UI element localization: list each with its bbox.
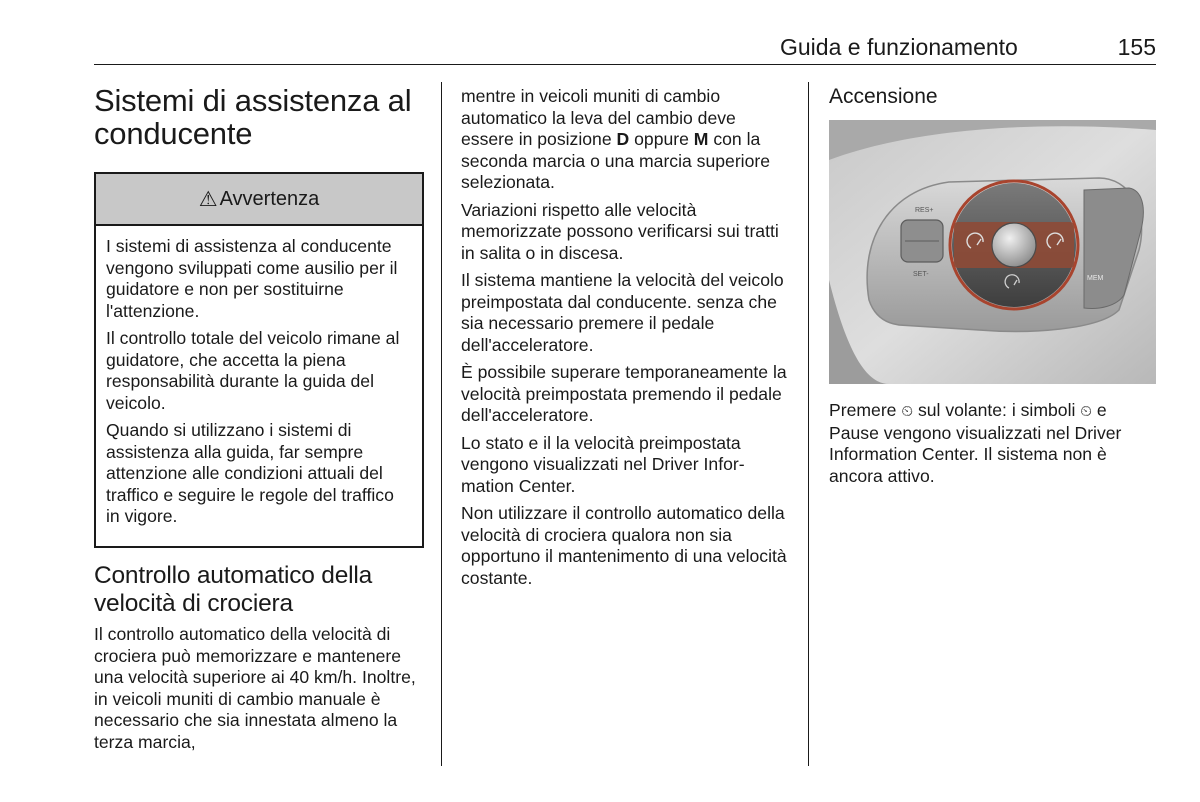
chapter-heading: Sistemi di assistenza al conducente [94, 83, 412, 151]
warning-triangle-icon: ⚠ [198, 187, 218, 211]
body-paragraph: È possibile superare temporaneamente la velocità preimpostata premendo il pedale dell'acceleratore. [461, 362, 787, 425]
subsection-heading: Accensione [829, 85, 938, 108]
section-title: Guida e funzionamento [780, 34, 1018, 60]
body-paragraph: Variazioni rispetto alle velocità memorizzate possono verificarsi sui tratti in salita o in discesa. [461, 199, 779, 263]
body-paragraph: Non utilizzare il controllo automatico della velocità di crociera qualora non sia opportuno il mantenimento di una velocità costante. [461, 503, 787, 588]
text-run: e Pause vengono visualizzati nel Driver Information Center. Il sistema non è ancora attivo. [829, 400, 1122, 486]
warning-paragraph: Il controllo totale del veicolo rimane al guidatore, che accetta la piena responsabilità durante la guida del veicolo. [106, 328, 400, 413]
page-number: 155 [1117, 34, 1156, 60]
center-knob [992, 223, 1036, 267]
text-run: mentre in veicoli muniti di cambio automatico la leva del cambio deve essere in posizione [461, 86, 736, 149]
gear-m-label: M [693, 129, 709, 149]
res-label: RES+ [915, 207, 934, 214]
section-heading: Controllo automatico della velocità di crociera [94, 562, 373, 617]
column-divider [808, 82, 809, 766]
mem-label: MEM [1087, 275, 1104, 282]
warning-paragraph: Quando si utilizzano i sistemi di assistenza alla guida, far sempre attenzione alle condizioni attuali del traffico e seguire le regole del traffico in vigore. [106, 420, 394, 526]
text-run: sul volante: i simboli [913, 400, 1081, 420]
warning-title: Avvertenza [219, 187, 320, 210]
warning-body [96, 226, 422, 528]
body-paragraph: Lo stato e il la velocità preimpostata vengono visualizzati nel Driver Information Center. [461, 432, 745, 496]
column-2-text [461, 86, 791, 589]
steering-wheel-controls-image [829, 120, 1156, 384]
gear-d-label: D [616, 129, 630, 149]
set-label: SET- [913, 271, 929, 278]
text-run: oppure [629, 129, 694, 149]
column-3-text [829, 400, 1159, 487]
column-divider [441, 82, 442, 766]
header-rule [94, 64, 1156, 65]
body-paragraph: Il sistema mantiene la velocità del veicolo preimpostata dal conducente. senza che sia necessario premere il pedale dell'acceleratore. [461, 270, 784, 355]
warning-box [94, 172, 424, 548]
body-paragraph [829, 400, 1159, 487]
warning-header [96, 174, 422, 226]
column-1-text [94, 624, 424, 753]
body-paragraph [461, 86, 791, 194]
cruise-control-icon: ⏲ [901, 403, 914, 420]
warning-paragraph: I sistemi di assistenza al conducente vengono sviluppati come ausilio per il guidatore e non per sostituirne l'attenzione. [106, 236, 398, 321]
cruise-control-icon: ⏲ [1080, 403, 1092, 420]
text-run: Premere [829, 400, 902, 420]
body-paragraph: Il controllo automatico della velocità di crociera può memorizzare e mantenere una velocità superiore ai 40 km/h. Inoltre, in veicoli muniti di cambio manuale è necessario che sia innestata almeno la terza marcia, [94, 624, 416, 752]
text-run: con la seconda marcia o una marcia superiore selezionata. [461, 129, 771, 192]
